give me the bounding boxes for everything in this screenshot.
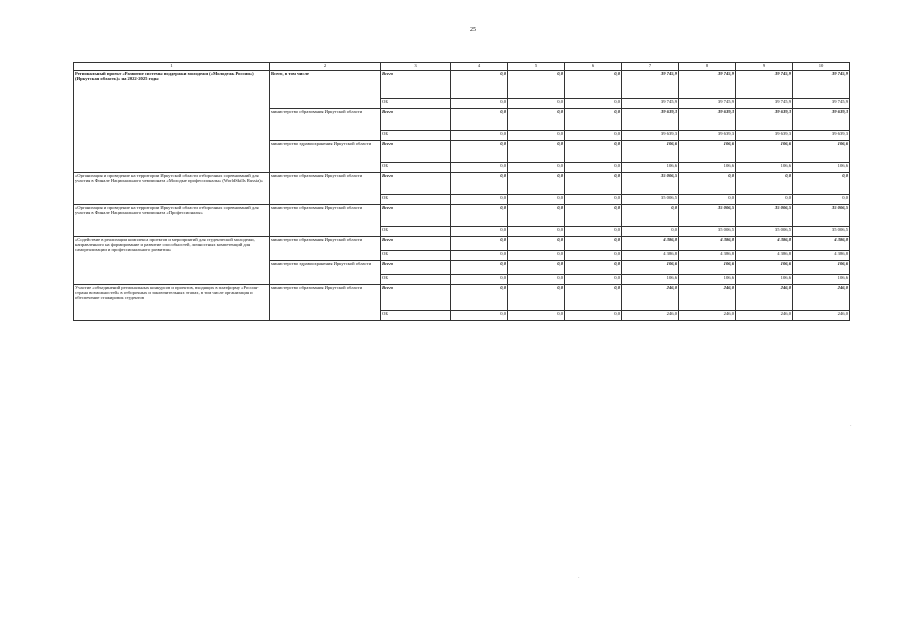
value-cell: 0,0 [565, 275, 622, 285]
executor-cell: министерство здравоохранения Иркутской области [270, 261, 381, 285]
value-cell: 35 006,5 [622, 173, 679, 195]
value-cell: 106,6 [793, 163, 850, 173]
executor-cell: министерство образования Иркутской области [270, 109, 381, 141]
page-number: 25 [470, 27, 476, 33]
value-cell: 0,0 [508, 163, 565, 173]
value-cell: 106,6 [622, 163, 679, 173]
measure-name: «Организация и проведение на территории Иркутской области отборочных соревнований для участия в Финале Национального чемпионата «Молодые профессионалы» (WorldSkills Russia)» [74, 173, 270, 205]
value-cell: 106,6 [622, 275, 679, 285]
source-total: Всего [381, 71, 451, 99]
value-cell: 0,0 [565, 99, 622, 109]
value-cell: 106,6 [679, 275, 736, 285]
value-cell: 39 639,3 [736, 109, 793, 131]
value-cell: 0,0 [622, 205, 679, 227]
header-cell: 3 [381, 63, 451, 71]
value-cell: 39 639,3 [622, 109, 679, 131]
header-cell: 4 [451, 63, 508, 71]
value-cell: 0,0 [565, 227, 622, 237]
value-cell: 0,0 [508, 109, 565, 131]
executor-cell: министерство образования Иркутской области [270, 285, 381, 321]
value-cell: 35 006,5 [736, 205, 793, 227]
value-cell: 39 745,9 [679, 71, 736, 99]
value-cell: 0,0 [565, 163, 622, 173]
value-cell: 4 386,8 [793, 251, 850, 261]
value-cell: 0,0 [451, 251, 508, 261]
source-total: Всего [381, 261, 451, 275]
value-cell: 106,6 [736, 261, 793, 275]
value-cell: 0,0 [565, 173, 622, 195]
value-cell: 106,6 [736, 141, 793, 163]
table-row [74, 173, 850, 195]
value-cell: 35 006,5 [736, 227, 793, 237]
value-cell: 0,0 [508, 131, 565, 141]
value-cell: 0,0 [679, 195, 736, 205]
header-cell: 6 [565, 63, 622, 71]
value-cell: 0,0 [451, 141, 508, 163]
source-total: Всего [381, 173, 451, 195]
value-cell: 0,0 [508, 227, 565, 237]
value-cell: 39 639,3 [793, 131, 850, 141]
value-cell: 0,0 [508, 99, 565, 109]
value-cell: 39 745,9 [736, 71, 793, 99]
source-ob: ОБ [381, 275, 451, 285]
value-cell: 0,0 [451, 99, 508, 109]
source-ob: ОБ [381, 131, 451, 141]
value-cell: 0,0 [451, 163, 508, 173]
source-ob: ОБ [381, 227, 451, 237]
header-cell: 9 [736, 63, 793, 71]
value-cell: 39 639,3 [622, 131, 679, 141]
value-cell: 106,6 [679, 163, 736, 173]
value-cell: 0,0 [451, 173, 508, 195]
value-cell: 0,0 [451, 311, 508, 321]
value-cell: 0,0 [793, 195, 850, 205]
value-cell: 106,6 [622, 141, 679, 163]
value-cell: 0,0 [508, 237, 565, 251]
value-cell: 246,0 [793, 311, 850, 321]
budget-table [73, 62, 850, 321]
source-total: Всего [381, 109, 451, 131]
value-cell: 246,0 [679, 285, 736, 311]
value-cell: 0,0 [451, 205, 508, 227]
value-cell: 0,0 [508, 251, 565, 261]
value-cell: 0,0 [565, 109, 622, 131]
value-cell: 0,0 [565, 311, 622, 321]
value-cell: 0,0 [565, 261, 622, 275]
value-cell: 39 745,9 [793, 71, 850, 99]
value-cell: 39 639,3 [679, 131, 736, 141]
source-total: Всего [381, 285, 451, 311]
source-ob: ОБ [381, 251, 451, 261]
table-row [74, 237, 850, 251]
source-ob: ОБ [381, 311, 451, 321]
value-cell: 0,0 [451, 71, 508, 99]
value-cell: 4 386,8 [736, 237, 793, 251]
value-cell: 106,6 [679, 141, 736, 163]
value-cell: 0,0 [565, 195, 622, 205]
header-cell: 10 [793, 63, 850, 71]
table-row [74, 205, 850, 227]
table-row [74, 71, 850, 99]
value-cell: 0,0 [451, 131, 508, 141]
scan-mark: · [850, 424, 852, 429]
value-cell: 0,0 [451, 275, 508, 285]
executor-cell: министерство здравоохранения Иркутской области [270, 141, 381, 173]
value-cell: 4 386,8 [622, 237, 679, 251]
executor-cell: Всего, в том числе [270, 71, 381, 109]
value-cell: 106,6 [679, 261, 736, 275]
value-cell: 0,0 [451, 285, 508, 311]
value-cell: 39 745,9 [622, 99, 679, 109]
value-cell: 246,0 [736, 311, 793, 321]
value-cell: 106,6 [793, 141, 850, 163]
header-cell: 8 [679, 63, 736, 71]
value-cell: 39 745,9 [679, 99, 736, 109]
value-cell: 35 006,5 [793, 227, 850, 237]
value-cell: 246,0 [736, 285, 793, 311]
value-cell: 246,0 [622, 311, 679, 321]
source-ob: ОБ [381, 99, 451, 109]
measure-name: Участие «объединений региональных конкурсов и проектов, входящих в платформу «Россия- страна возможностей» в отборочных и заключительных этапах, в том числе организация и обеспечение стажировок студентов [74, 285, 270, 321]
value-cell: 0,0 [508, 311, 565, 321]
value-cell: 0,0 [451, 261, 508, 275]
value-cell: 0,0 [565, 131, 622, 141]
value-cell: 35 006,5 [622, 195, 679, 205]
value-cell: 0,0 [565, 205, 622, 227]
header-cell: 2 [270, 63, 381, 71]
value-cell: 0,0 [736, 173, 793, 195]
value-cell: 39 639,3 [679, 109, 736, 131]
value-cell: 0,0 [508, 173, 565, 195]
value-cell: 106,6 [736, 163, 793, 173]
value-cell: 4 386,8 [679, 237, 736, 251]
table-row [74, 285, 850, 311]
value-cell: 0,0 [508, 141, 565, 163]
value-cell: 0,0 [451, 195, 508, 205]
value-cell: 0,0 [793, 173, 850, 195]
value-cell: 246,0 [679, 311, 736, 321]
value-cell: 0,0 [565, 141, 622, 163]
value-cell: 39 745,9 [736, 99, 793, 109]
value-cell: 39 639,3 [793, 109, 850, 131]
header-row [74, 63, 850, 71]
value-cell: 0,0 [736, 195, 793, 205]
value-cell: 246,0 [622, 285, 679, 311]
value-cell: 0,0 [679, 173, 736, 195]
value-cell: 4 386,8 [622, 251, 679, 261]
value-cell: 0,0 [508, 285, 565, 311]
source-total: Всего [381, 141, 451, 163]
value-cell: 35 006,5 [679, 227, 736, 237]
value-cell: 0,0 [565, 285, 622, 311]
value-cell: 0,0 [508, 71, 565, 99]
value-cell: 0,0 [508, 275, 565, 285]
value-cell: 0,0 [622, 227, 679, 237]
source-total: Всего [381, 237, 451, 251]
header-cell: 5 [508, 63, 565, 71]
source-total: Всего [381, 205, 451, 227]
value-cell: 0,0 [508, 205, 565, 227]
executor-cell: министерство образования Иркутской области [270, 237, 381, 261]
value-cell: 0,0 [451, 109, 508, 131]
value-cell: 0,0 [508, 261, 565, 275]
scan-mark: · [578, 576, 580, 581]
value-cell: 39 745,9 [793, 99, 850, 109]
value-cell: 0,0 [565, 71, 622, 99]
value-cell: 0,0 [451, 227, 508, 237]
value-cell: 39 639,3 [736, 131, 793, 141]
executor-cell: министерство образования Иркутской области [270, 205, 381, 237]
value-cell: 106,6 [793, 275, 850, 285]
measure-name: «Содействие в реализации комплекса проектов и мероприятий для студенческой молодежи, направленного на формирование и развитие способностей, личностных компетенций для самореализации и профессионального развития» [74, 237, 270, 285]
value-cell: 4 386,8 [679, 251, 736, 261]
value-cell: 0,0 [451, 237, 508, 251]
value-cell: 106,6 [622, 261, 679, 275]
header-cell: 7 [622, 63, 679, 71]
value-cell: 246,0 [793, 285, 850, 311]
executor-cell: министерство образования Иркутской области [270, 173, 381, 205]
value-cell: 0,0 [508, 195, 565, 205]
header-cell: 1 [74, 63, 270, 71]
value-cell: 4 386,8 [793, 237, 850, 251]
value-cell: 39 745,9 [622, 71, 679, 99]
value-cell: 0,0 [565, 251, 622, 261]
value-cell: 106,6 [793, 261, 850, 275]
value-cell: 35 006,5 [793, 205, 850, 227]
value-cell: 35 006,5 [679, 205, 736, 227]
source-ob: ОБ [381, 163, 451, 173]
value-cell: 0,0 [565, 237, 622, 251]
measure-name: Региональный проект «Развитие системы поддержки молодежи («Молодежь России») (Иркутская область)» на 2022-2025 годы [74, 71, 270, 173]
source-ob: ОБ [381, 195, 451, 205]
value-cell: 106,6 [736, 275, 793, 285]
value-cell: 4 386,8 [736, 251, 793, 261]
measure-name: «Организация и проведение на территории Иркутской области отборочных соревнований для участия в Финале Национального чемпионата «Профессионалы» [74, 205, 270, 237]
